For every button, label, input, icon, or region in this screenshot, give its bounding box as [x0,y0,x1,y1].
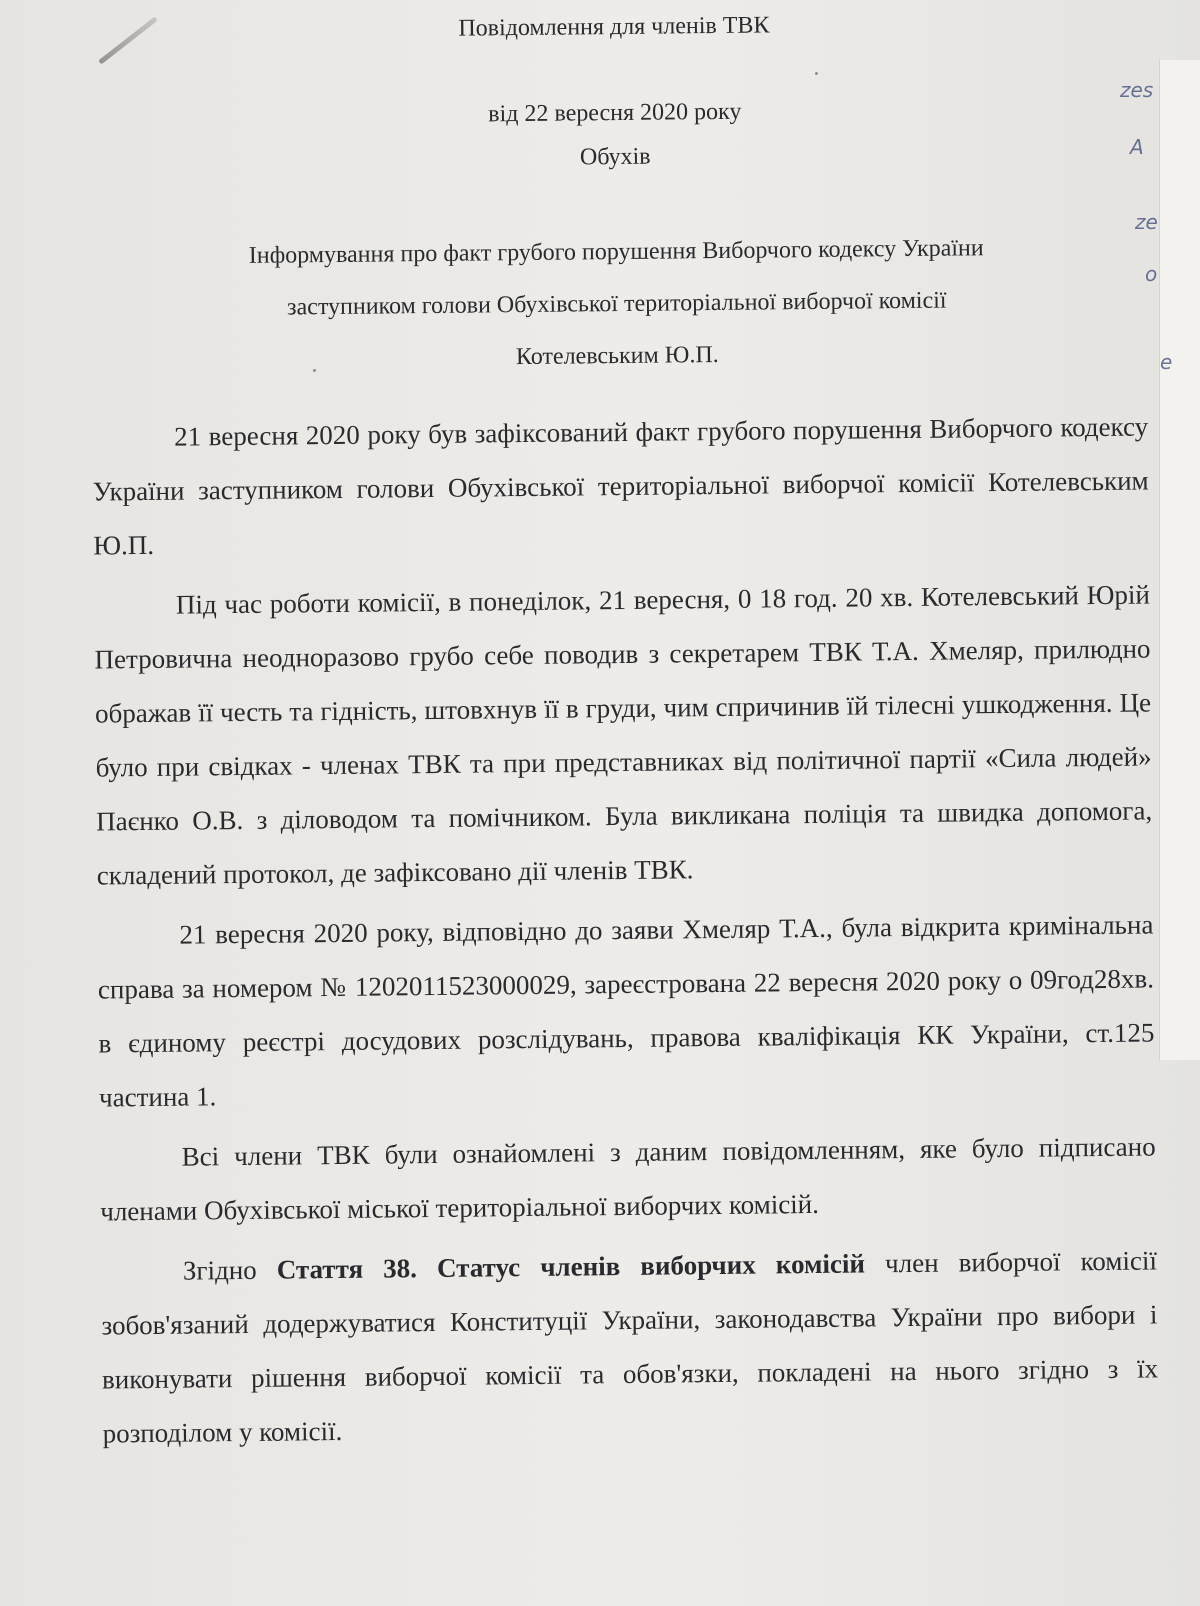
body-paragraph: Під час роботи комісії, в понеділок, 21 вересня, 0 18 год. 20 хв. Котелевський Юрій Петровична неодноразово грубо себе поводив з секретарем ТВК Т.А. Хмеляр, прилюдно ображав її честь та гідність, штовхнув її в груди, чим спричинив їй тілесні ушкодження. Це було при свідках - членах ТВК та при представниках від політичної партії «Сила людей» Паєнко О.В. з діловодом та помічником. Була викликана поліція та швидка допомога, складений протокол, де зафіксовано дії членів ТВК. [94,579,1153,891]
margin-note: zes [1120,78,1154,102]
margin-note: e [1160,350,1173,374]
document-subject [86,220,1148,387]
article-text: член виборчої комісії зобов'язаний додержуватися Конституції України, законодавства України про вибори і виконувати рішення виборчої комісії та обов'язки, покладені на нього згідно з їх розподілом у комісії. [101,1245,1159,1449]
document-page [84,0,1161,1606]
subject-line: Котелевським Ю.П. [515,341,719,371]
margin-note: A [1130,135,1144,159]
article-title: Стаття 38. Статус членів виборчих комісій [276,1248,866,1285]
document-body [92,399,1159,1466]
margin-note: ze [1135,210,1158,234]
body-paragraph: 21 вересня 2020 року був зафіксований факт грубого порушення Виборчого кодексу України заступником голови Обухівської територіальної виборчої комісії Котелевським Ю.П. [92,411,1149,561]
article-prefix: Згідно [182,1254,257,1286]
subject-line: Інформування про факт грубого порушення Виборчого кодексу України [248,235,984,269]
underlying-sheet-edge [1159,60,1200,1060]
body-paragraph: Всі члени ТВК були ознайомлені з даним повідомленням, яке було підписано членами Обухівської міської територіальної виборчих комісій. [100,1131,1156,1227]
subject-line: заступником голови Обухівської територіальної виборчої комісії [286,287,947,321]
document-date: від 22 вересня 2020 року [488,98,742,128]
document-city: Обухів [579,143,651,171]
body-paragraph: 21 вересня 2020 року, відповідно до заяви Хмеляр Т.А., була відкрита кримінальна справа за номером № 1202011523000029, зареєстрована 22 вересня 2020 року о 09год28хв. в єдиному реєстрі досудових розслідувань, правова кваліфікація КК України, ст.125 частина 1. [97,909,1155,1113]
body-paragraph-article [101,1233,1159,1460]
document-title: Повідомлення для членів ТВК [458,12,770,42]
margin-note: o [1145,262,1158,286]
